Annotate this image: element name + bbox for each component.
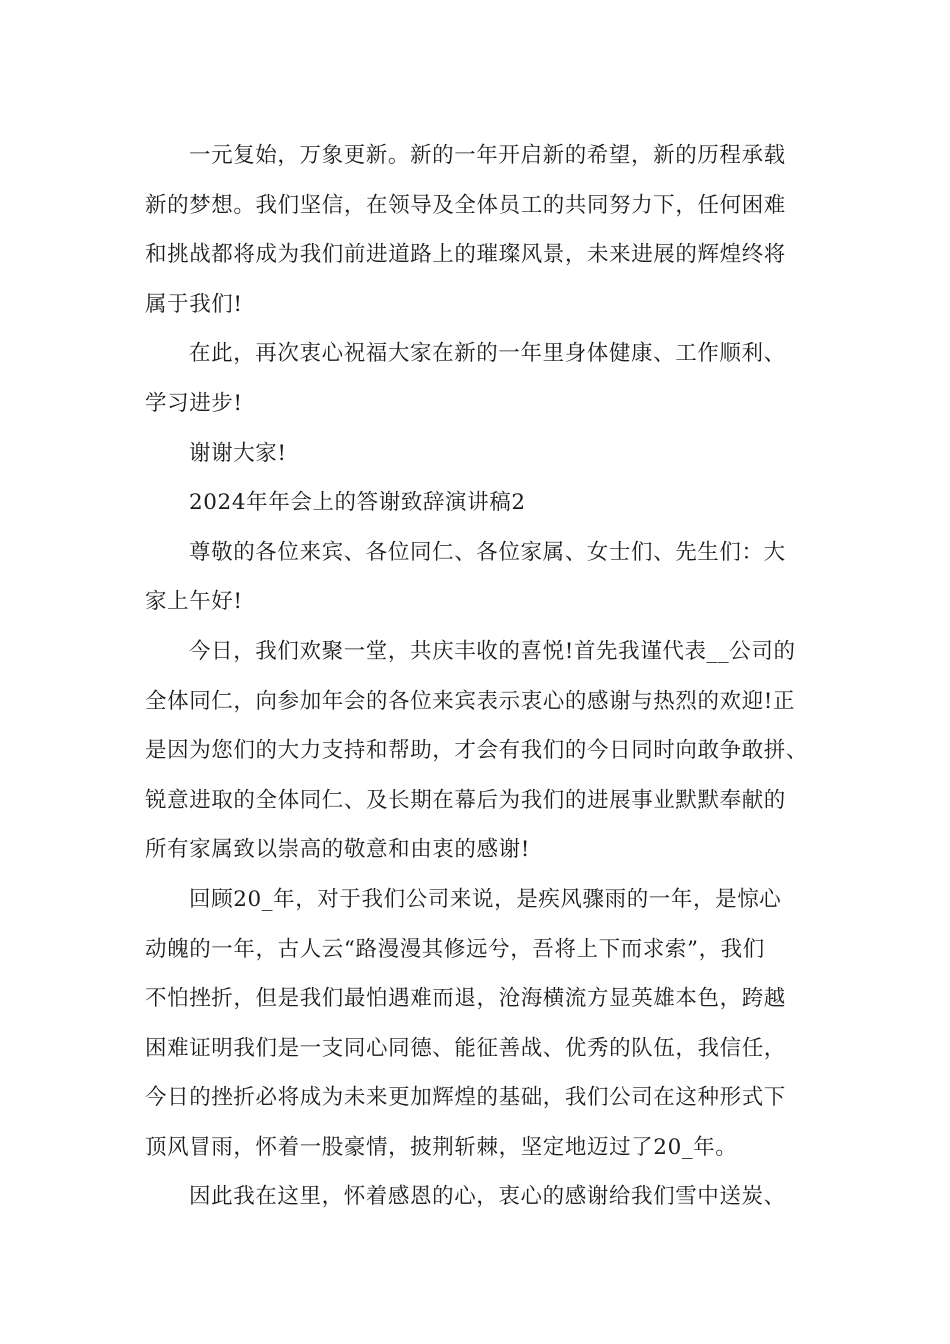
text-line: 家上午好! — [145, 589, 243, 615]
text-line: 尊敬的各位来宾、各位同仁、各位家属、女士们、先生们：大 — [189, 539, 786, 565]
text-line: 困难证明我们是一支同心同德、能征善战、优秀的队伍，我信任， — [145, 1035, 786, 1061]
text-line: 全体同仁，向参加年会的各位来宾表示衷心的感谢与热烈的欢迎!正 — [145, 688, 796, 714]
text-line: 所有家属致以崇高的敬意和由衷的感谢! — [145, 837, 530, 863]
text-line: 在此，再次衷心祝福大家在新的一年里身体健康、工作顺利、 — [189, 341, 786, 367]
text-line: 属于我们! — [145, 291, 243, 317]
text-line: 学习进步! — [145, 390, 243, 416]
text-line: 2024年年会上的答谢致辞演讲稿2 — [189, 490, 526, 516]
text-line: 因此我在这里，怀着感恩的心，衷心的感谢给我们雪中送炭、 — [189, 1184, 786, 1210]
paragraph — [145, 429, 835, 479]
text-line: 今日的挫折必将成为未来更加辉煌的基础，我们公司在这种形式下 — [145, 1085, 786, 1111]
text-line: 一元复始，万象更新。新的一年开启新的希望，新的历程承载 — [189, 143, 786, 168]
text-line: 锐意进取的全体同仁、及长期在幕后为我们的进展事业默默奉献的 — [145, 787, 786, 813]
paragraph — [145, 478, 835, 528]
text-line: 和挑战都将成为我们前进道路上的璀璨风景，未来进展的辉煌终将 — [145, 242, 786, 268]
paragraph — [145, 329, 835, 428]
text-line: 顶风冒雨，怀着一股豪情，披荆斩棘，坚定地迈过了20_年。 — [145, 1134, 738, 1160]
paragraph — [145, 131, 835, 329]
paragraph — [145, 528, 835, 627]
text-line: 谢谢大家! — [189, 440, 287, 466]
paragraph — [145, 1172, 835, 1222]
text-line: 不怕挫折，但是我们最怕遇难而退，沧海横流方显英雄本色，跨越 — [145, 986, 786, 1012]
paragraph — [145, 875, 835, 1173]
text-line: 动魄的一年，古人云“路漫漫其修远兮，吾将上下而求索”，我们 — [145, 936, 765, 962]
text-line: 今日，我们欢聚一堂，共庆丰收的喜悦!首先我谨代表__公司的 — [189, 638, 796, 664]
text-line: 回顾20_年，对于我们公司来说，是疾风骤雨的一年，是惊心 — [189, 886, 782, 912]
paragraph — [145, 627, 835, 875]
document-body — [145, 131, 835, 1222]
text-line: 是因为您们的大力支持和帮助，才会有我们的今日同时向敢争敢拼、 — [145, 738, 809, 764]
text-line: 新的梦想。我们坚信，在领导及全体员工的共同努力下，任何困难 — [145, 192, 786, 218]
